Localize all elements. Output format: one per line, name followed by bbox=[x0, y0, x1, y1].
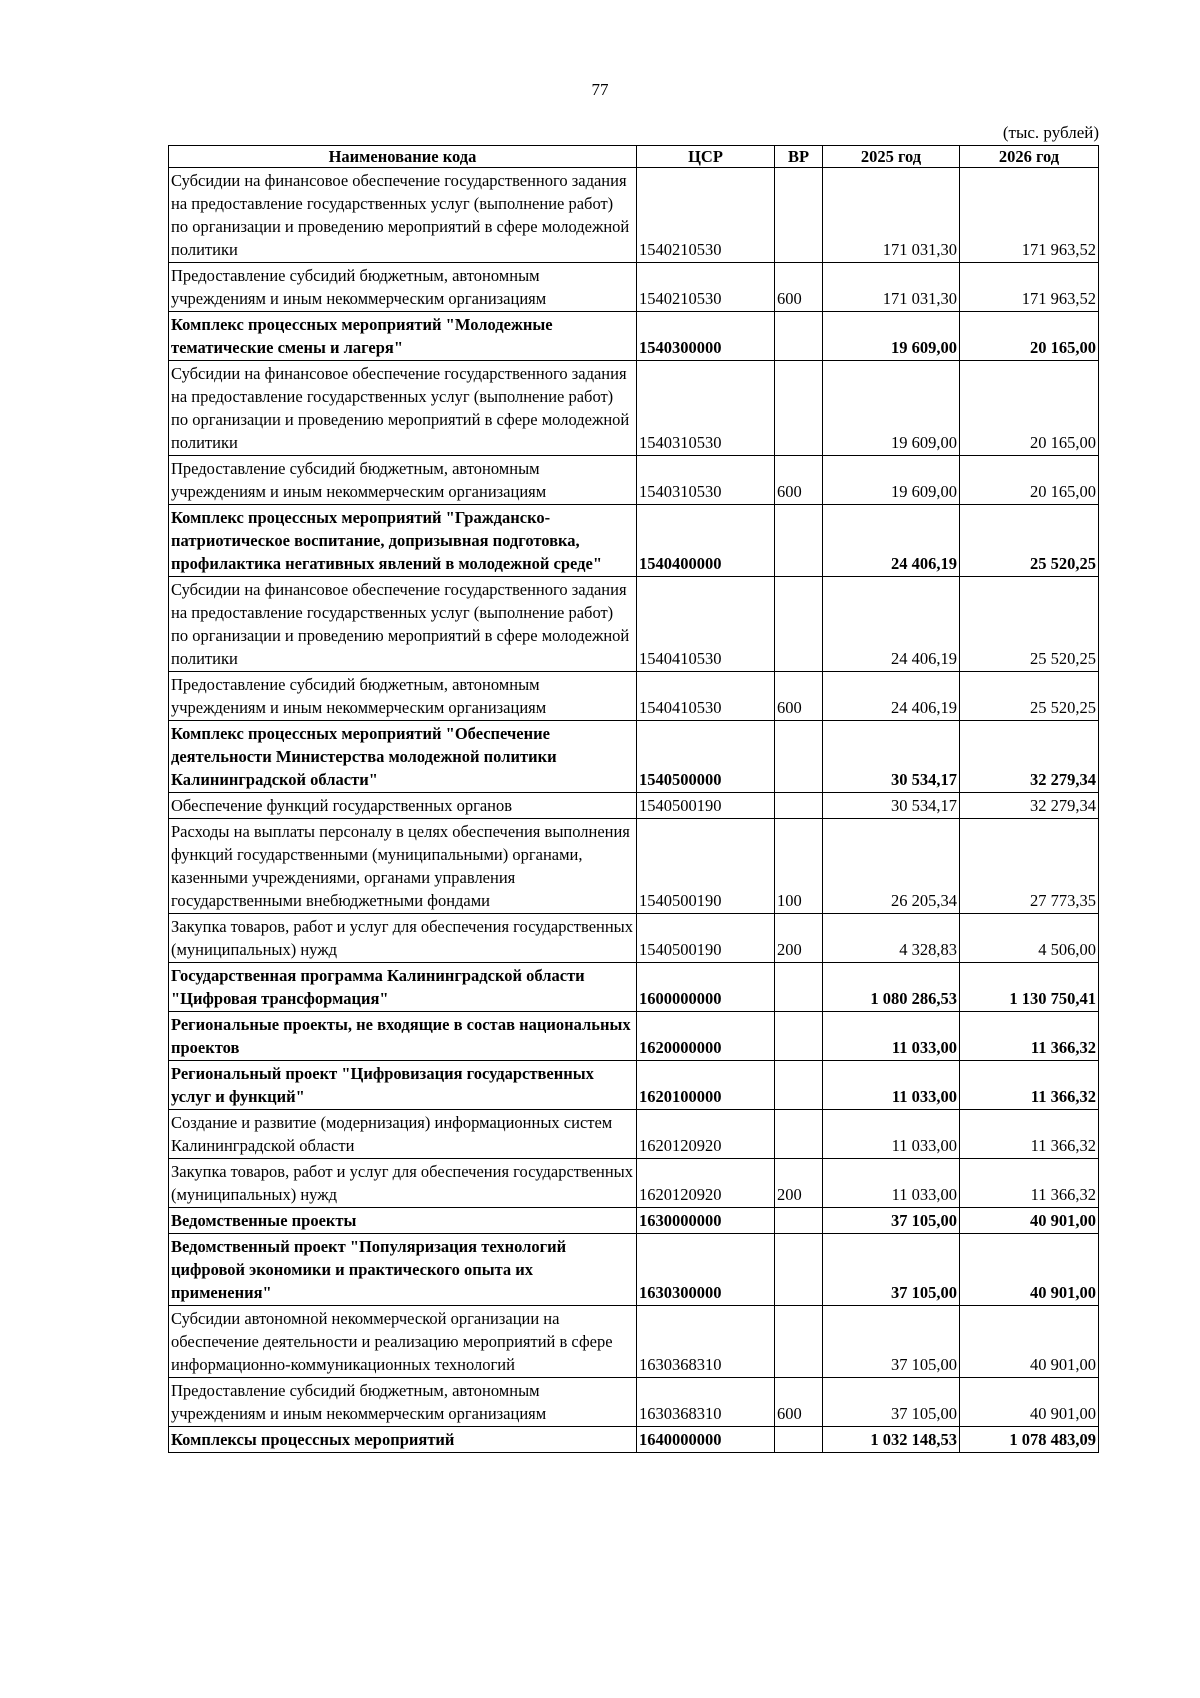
table-body bbox=[169, 168, 1099, 1453]
table-row bbox=[169, 914, 1099, 963]
table-row bbox=[169, 456, 1099, 505]
row-name: Предоставление субсидий бюджетным, автономным учреждениям и иным некоммерческим организациям bbox=[169, 1378, 637, 1427]
row-name: Комплекс процессных мероприятий "Гражданско-патриотическое воспитание, допризывная подготовка, профилактика негативных явлений в молодежной среде" bbox=[169, 505, 637, 577]
row-csr: 1540210530 bbox=[637, 263, 775, 312]
row-csr: 1620120920 bbox=[637, 1110, 775, 1159]
row-2025: 11 033,00 bbox=[823, 1159, 960, 1208]
row-2026: 20 165,00 bbox=[960, 456, 1099, 505]
row-2025: 37 105,00 bbox=[823, 1208, 960, 1234]
row-2026: 1 130 750,41 bbox=[960, 963, 1099, 1012]
row-name: Субсидии на финансовое обеспечение государственного задания на предоставление государственных услуг (выполнение работ) по организации и проведению мероприятий в сфере молодежной политики bbox=[169, 361, 637, 456]
row-name: Субсидии автономной некоммерческой организации на обеспечение деятельности и реализацию мероприятий в сфере информационно-коммуникационных технологий bbox=[169, 1306, 637, 1378]
row-2025: 171 031,30 bbox=[823, 263, 960, 312]
table-header-row bbox=[169, 146, 1099, 168]
table-row bbox=[169, 168, 1099, 263]
row-2026: 11 366,32 bbox=[960, 1012, 1099, 1061]
row-name: Закупка товаров, работ и услуг для обеспечения государственных (муниципальных) нужд bbox=[169, 1159, 637, 1208]
table-row bbox=[169, 1208, 1099, 1234]
row-csr: 1540500000 bbox=[637, 721, 775, 793]
row-name: Предоставление субсидий бюджетным, автономным учреждениям и иным некоммерческим организациям bbox=[169, 263, 637, 312]
table-row bbox=[169, 1159, 1099, 1208]
row-vr bbox=[775, 312, 823, 361]
row-name: Предоставление субсидий бюджетным, автономным учреждениям и иным некоммерческим организациям bbox=[169, 456, 637, 505]
row-2026: 11 366,32 bbox=[960, 1110, 1099, 1159]
table-row bbox=[169, 263, 1099, 312]
row-2025: 11 033,00 bbox=[823, 1012, 960, 1061]
row-2025: 1 032 148,53 bbox=[823, 1427, 960, 1453]
row-name: Обеспечение функций государственных органов bbox=[169, 793, 637, 819]
row-2026: 40 901,00 bbox=[960, 1208, 1099, 1234]
row-csr: 1540300000 bbox=[637, 312, 775, 361]
units-label: (тыс. рублей) bbox=[1002, 123, 1099, 142]
row-name: Региональные проекты, не входящие в состав национальных проектов bbox=[169, 1012, 637, 1061]
row-2025: 11 033,00 bbox=[823, 1061, 960, 1110]
row-2025: 26 205,34 bbox=[823, 819, 960, 914]
row-vr bbox=[775, 361, 823, 456]
row-vr bbox=[775, 1306, 823, 1378]
table-row bbox=[169, 819, 1099, 914]
header-2026: 2026 год bbox=[960, 146, 1099, 168]
row-csr: 1540410530 bbox=[637, 672, 775, 721]
header-name: Наименование кода bbox=[169, 146, 637, 168]
row-vr bbox=[775, 963, 823, 1012]
header-csr: ЦСР bbox=[637, 146, 775, 168]
row-2025: 37 105,00 bbox=[823, 1234, 960, 1306]
row-vr bbox=[775, 577, 823, 672]
row-csr: 1620100000 bbox=[637, 1061, 775, 1110]
row-2026: 40 901,00 bbox=[960, 1378, 1099, 1427]
row-2026: 25 520,25 bbox=[960, 672, 1099, 721]
row-2026: 171 963,52 bbox=[960, 168, 1099, 263]
row-2026: 27 773,35 bbox=[960, 819, 1099, 914]
row-2026: 20 165,00 bbox=[960, 361, 1099, 456]
row-2026: 1 078 483,09 bbox=[960, 1427, 1099, 1453]
row-csr: 1630368310 bbox=[637, 1378, 775, 1427]
row-csr: 1620120920 bbox=[637, 1159, 775, 1208]
row-csr: 1540500190 bbox=[637, 793, 775, 819]
row-2025: 19 609,00 bbox=[823, 456, 960, 505]
row-vr bbox=[775, 505, 823, 577]
row-vr bbox=[775, 1427, 823, 1453]
table-row bbox=[169, 1306, 1099, 1378]
row-name: Ведомственный проект "Популяризация технологий цифровой экономики и практического опыта их применения" bbox=[169, 1234, 637, 1306]
row-name: Субсидии на финансовое обеспечение государственного задания на предоставление государственных услуг (выполнение работ) по организации и проведению мероприятий в сфере молодежной политики bbox=[169, 168, 637, 263]
row-vr: 600 bbox=[775, 1378, 823, 1427]
row-vr: 100 bbox=[775, 819, 823, 914]
row-vr bbox=[775, 793, 823, 819]
row-2026: 11 366,32 bbox=[960, 1061, 1099, 1110]
row-csr: 1630300000 bbox=[637, 1234, 775, 1306]
row-name: Комплексы процессных мероприятий bbox=[169, 1427, 637, 1453]
row-csr: 1540310530 bbox=[637, 456, 775, 505]
row-name: Расходы на выплаты персоналу в целях обеспечения выполнения функций государственными (муниципальными) органами, казенными учреждениями, органами управления государственными внебюджетными фондами bbox=[169, 819, 637, 914]
table-row bbox=[169, 577, 1099, 672]
row-2025: 24 406,19 bbox=[823, 577, 960, 672]
row-csr: 1540410530 bbox=[637, 577, 775, 672]
row-vr: 200 bbox=[775, 914, 823, 963]
row-csr: 1540400000 bbox=[637, 505, 775, 577]
row-name: Государственная программа Калининградской области "Цифровая трансформация" bbox=[169, 963, 637, 1012]
table-row bbox=[169, 1110, 1099, 1159]
row-2026: 32 279,34 bbox=[960, 793, 1099, 819]
row-vr bbox=[775, 721, 823, 793]
row-name: Комплекс процессных мероприятий "Молодежные тематические смены и лагеря" bbox=[169, 312, 637, 361]
row-2025: 37 105,00 bbox=[823, 1306, 960, 1378]
table-row bbox=[169, 1378, 1099, 1427]
row-vr bbox=[775, 1234, 823, 1306]
table-row bbox=[169, 505, 1099, 577]
row-2026: 40 901,00 bbox=[960, 1234, 1099, 1306]
row-vr: 600 bbox=[775, 263, 823, 312]
row-csr: 1540310530 bbox=[637, 361, 775, 456]
row-csr: 1630000000 bbox=[637, 1208, 775, 1234]
budget-table bbox=[168, 145, 1099, 1453]
row-2025: 1 080 286,53 bbox=[823, 963, 960, 1012]
row-2025: 4 328,83 bbox=[823, 914, 960, 963]
row-name: Предоставление субсидий бюджетным, автономным учреждениям и иным некоммерческим организациям bbox=[169, 672, 637, 721]
row-vr bbox=[775, 1061, 823, 1110]
row-2026: 171 963,52 bbox=[960, 263, 1099, 312]
row-2025: 11 033,00 bbox=[823, 1110, 960, 1159]
row-2025: 19 609,00 bbox=[823, 361, 960, 456]
row-vr: 200 bbox=[775, 1159, 823, 1208]
row-vr: 600 bbox=[775, 456, 823, 505]
row-csr: 1540500190 bbox=[637, 914, 775, 963]
row-vr: 600 bbox=[775, 672, 823, 721]
table-row bbox=[169, 361, 1099, 456]
row-2025: 30 534,17 bbox=[823, 721, 960, 793]
row-2026: 11 366,32 bbox=[960, 1159, 1099, 1208]
row-name: Комплекс процессных мероприятий "Обеспечение деятельности Министерства молодежной политики Калининградской области" bbox=[169, 721, 637, 793]
row-vr bbox=[775, 1012, 823, 1061]
row-csr: 1540500190 bbox=[637, 819, 775, 914]
row-vr bbox=[775, 168, 823, 263]
row-vr bbox=[775, 1110, 823, 1159]
row-2026: 4 506,00 bbox=[960, 914, 1099, 963]
table-row bbox=[169, 312, 1099, 361]
row-name: Закупка товаров, работ и услуг для обеспечения государственных (муниципальных) нужд bbox=[169, 914, 637, 963]
row-csr: 1620000000 bbox=[637, 1012, 775, 1061]
row-name: Ведомственные проекты bbox=[169, 1208, 637, 1234]
row-2026: 25 520,25 bbox=[960, 577, 1099, 672]
table-row bbox=[169, 1061, 1099, 1110]
row-name: Создание и развитие (модернизация) информационных систем Калининградской области bbox=[169, 1110, 637, 1159]
row-2025: 19 609,00 bbox=[823, 312, 960, 361]
table-row bbox=[169, 1234, 1099, 1306]
header-2025: 2025 год bbox=[823, 146, 960, 168]
row-2025: 37 105,00 bbox=[823, 1378, 960, 1427]
row-csr: 1640000000 bbox=[637, 1427, 775, 1453]
row-name: Региональный проект "Цифровизация государственных услуг и функций" bbox=[169, 1061, 637, 1110]
table-row bbox=[169, 672, 1099, 721]
row-csr: 1600000000 bbox=[637, 963, 775, 1012]
row-csr: 1630368310 bbox=[637, 1306, 775, 1378]
row-name: Субсидии на финансовое обеспечение государственного задания на предоставление государственных услуг (выполнение работ) по организации и проведению мероприятий в сфере молодежной политики bbox=[169, 577, 637, 672]
row-2026: 40 901,00 bbox=[960, 1306, 1099, 1378]
table-row bbox=[169, 963, 1099, 1012]
row-2025: 171 031,30 bbox=[823, 168, 960, 263]
row-2025: 30 534,17 bbox=[823, 793, 960, 819]
row-2025: 24 406,19 bbox=[823, 505, 960, 577]
table-row bbox=[169, 1427, 1099, 1453]
table-row bbox=[169, 793, 1099, 819]
table-row bbox=[169, 1012, 1099, 1061]
row-2026: 20 165,00 bbox=[960, 312, 1099, 361]
row-2026: 25 520,25 bbox=[960, 505, 1099, 577]
row-csr: 1540210530 bbox=[637, 168, 775, 263]
row-2026: 32 279,34 bbox=[960, 721, 1099, 793]
table-row bbox=[169, 721, 1099, 793]
row-vr bbox=[775, 1208, 823, 1234]
header-vr: ВР bbox=[775, 146, 823, 168]
row-2025: 24 406,19 bbox=[823, 672, 960, 721]
page-number: 77 bbox=[591, 80, 609, 99]
